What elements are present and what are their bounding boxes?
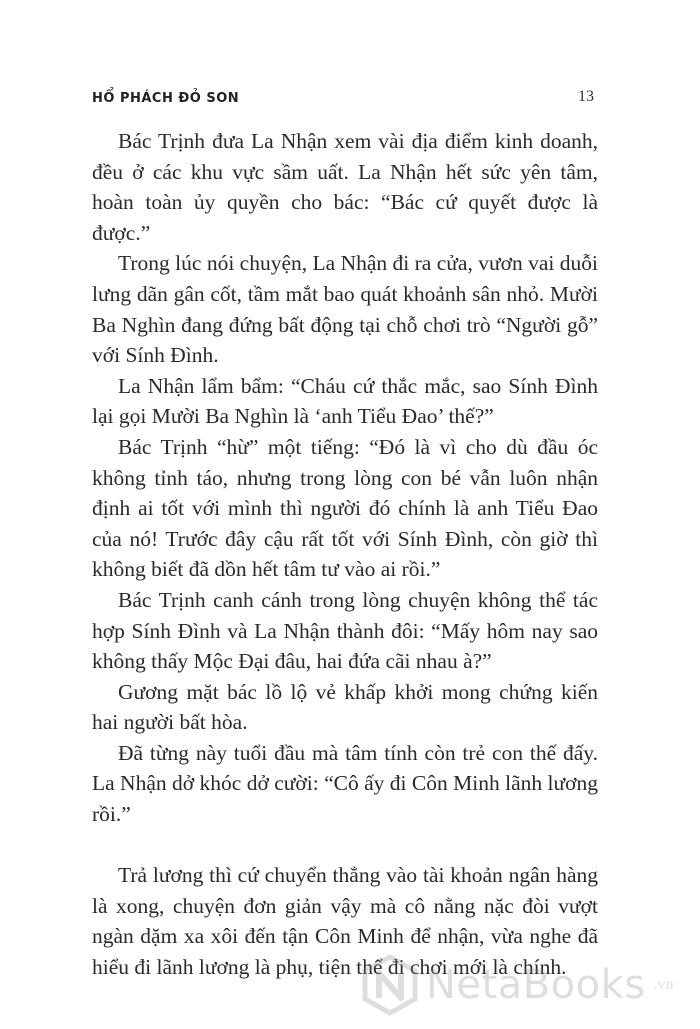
- paragraph: Bác Trịnh đưa La Nhận xem vài địa điểm kinh doanh, đều ở các khu vực sầm uất. La Nhận hết sức yên tâm, hoàn toàn ủy quyền cho bác: “Bác cứ quyết được là được.”: [92, 129, 598, 245]
- watermark-text: NetaBooks: [426, 962, 646, 1008]
- paragraph: Gương mặt bác lồ lộ vẻ khấp khởi mong chứng kiến hai người bất hòa.: [92, 679, 598, 735]
- watermark: [362, 950, 674, 1020]
- watermark-suffix: .vn: [653, 976, 674, 993]
- paragraph: Bác Trịnh canh cánh trong lòng chuyện không thể tác hợp Sính Đình và La Nhận thành đôi: “Mấy hôm nay sao không thấy Mộc Đại đâu, hai đứa cãi nhau à?”: [92, 587, 598, 674]
- paragraph: Bác Trịnh “hừ” một tiếng: “Đó là vì cho dù đầu óc không tỉnh táo, nhưng trong lòng con bé vẫn luôn nhận định ai tốt với mình thì người đó chính là anh Tiểu Đao của nó! Trước đây cậu rất tốt với Sính Đình, còn giờ thì không biết đã dồn hết tâm tư vào ai rồi.”: [92, 434, 598, 582]
- paragraph: Trả lương thì cứ chuyển thẳng vào tài khoản ngân hàng là xong, chuyện đơn giản vậy mà cô nằng nặc đòi vượt ngàn dặm xa xôi đến tận Côn Minh để nhận, vừa nghe đã hiểu đi lãnh lương là phụ, tiện thể đi chơi mới là chính.: [92, 863, 598, 980]
- netabooks-logo-icon: [362, 954, 418, 1016]
- body-text: [92, 126, 598, 983]
- page-number: 13: [578, 88, 594, 105]
- running-header-title: HỔ PHÁCH ĐỎ SON: [92, 91, 240, 106]
- paragraph: Trong lúc nói chuyện, La Nhận đi ra cửa, vươn vai duỗi lưng dãn gân cốt, tầm mắt bao quát khoảnh sân nhỏ. Mười Ba Nghìn đang đứng bất động tại chỗ chơi trò “Người gỗ” với Sính Đình.: [92, 251, 598, 368]
- paragraph: La Nhận lẩm bẩm: “Cháu cứ thắc mắc, sao Sính Đình lại gọi Mười Ba Nghìn là ‘anh Tiểu Đao’ thế?”: [92, 373, 598, 429]
- paragraph: Đã từng này tuổi đầu mà tâm tính còn trẻ con thế đấy. La Nhận dở khóc dở cười: “Cô ấy đi Côn Minh lãnh lương rồi.”: [92, 740, 598, 827]
